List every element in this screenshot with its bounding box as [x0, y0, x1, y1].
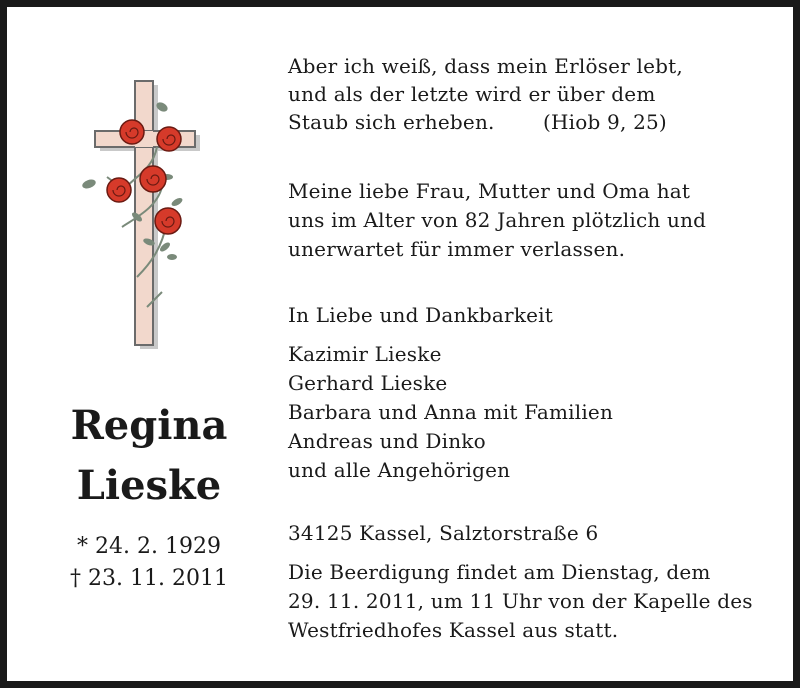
death-date: † 23. 11. 2011: [70, 566, 228, 591]
mourner: Barbara und Anna mit Familien: [288, 400, 614, 424]
mourner: Gerhard Lieske: [288, 371, 448, 395]
verse-line: und als der letzte wird er über dem: [288, 82, 656, 106]
bible-verse: [288, 52, 683, 136]
funeral-line: Westfriedhofes Kassel aus statt.: [288, 618, 619, 642]
mourner: Andreas und Dinko: [288, 429, 486, 453]
death-announcement: [288, 177, 706, 264]
funeral-notice: [288, 558, 753, 645]
verse-line: [288, 108, 683, 136]
mourner: und alle Angehörigen: [288, 458, 511, 482]
dedication: [288, 301, 553, 329]
dedication-text: In Liebe und Dankbarkeit: [288, 303, 554, 327]
cross-with-roses-icon: [77, 77, 207, 352]
funeral-line: 29. 11. 2011, um 11 Uhr von der Kapelle des: [288, 589, 753, 613]
address: [288, 519, 598, 547]
announcement-line: unerwartet für immer verlassen.: [288, 237, 626, 261]
address-text: 34125 Kassel, Salztorstraße 6: [288, 521, 599, 545]
mourners-list: [288, 340, 613, 485]
funeral-line: Die Beerdigung findet am Dienstag, dem: [288, 560, 711, 584]
announcement-line: Meine liebe Frau, Mutter und Oma hat: [288, 179, 691, 203]
deceased-last-name: Lieske: [76, 462, 222, 509]
deceased-first-name: Regina: [70, 402, 228, 449]
verse-line: Aber ich weiß, dass mein Erlöser lebt,: [288, 54, 683, 78]
announcement-line: uns im Alter von 82 Jahren plötzlich und: [288, 208, 707, 232]
birth-date: * 24. 2. 1929: [77, 534, 221, 559]
verse-reference: (Hiob 9, 25): [543, 110, 667, 134]
mourner: Kazimir Lieske: [288, 342, 442, 366]
verse-line-text: Staub sich erheben.: [288, 110, 495, 134]
